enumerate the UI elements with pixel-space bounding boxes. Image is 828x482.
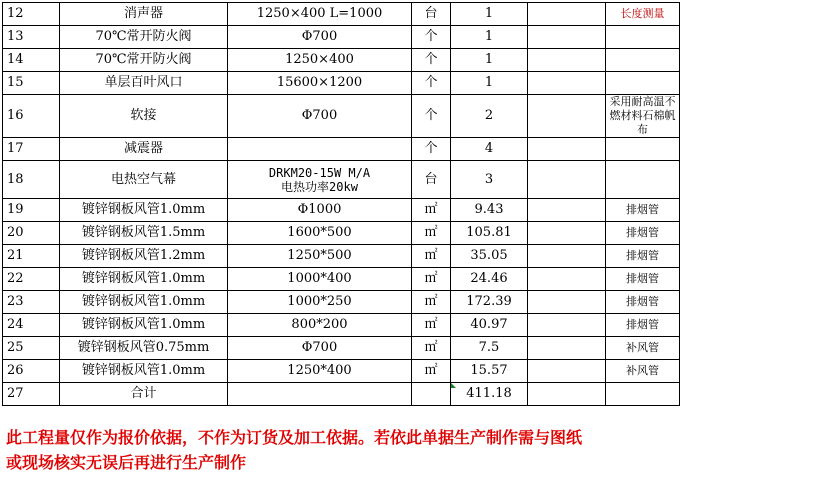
- table-row: [3, 138, 680, 161]
- spec-line-2: 电热功率20kw: [281, 179, 358, 194]
- table-body: [3, 3, 680, 406]
- cell-name[interactable]: 减震器: [60, 138, 228, 161]
- cell-blank[interactable]: [528, 72, 606, 95]
- cell-unit[interactable]: 个: [412, 26, 451, 49]
- cell-spec[interactable]: 800*200: [228, 314, 412, 337]
- disclaimer-line-2: 或现场核实无误后再进行生产制作: [6, 453, 247, 472]
- table-row: [3, 245, 680, 268]
- cell-note[interactable]: 排烟管: [606, 314, 680, 337]
- cell-note[interactable]: 补风管: [606, 337, 680, 360]
- cell-quantity[interactable]: 24.46: [451, 268, 528, 291]
- cell-comment-marker: [451, 383, 456, 388]
- table-row: [3, 314, 680, 337]
- cell-unit[interactable]: ㎡: [412, 222, 451, 245]
- cell-blank[interactable]: [528, 314, 606, 337]
- cell-unit[interactable]: [412, 383, 451, 406]
- cell-blank[interactable]: [528, 199, 606, 222]
- cell-spec[interactable]: 1250×400 L=1000: [228, 3, 412, 26]
- cell-name[interactable]: 镀锌钢板风管1.0mm: [60, 268, 228, 291]
- cell-blank[interactable]: [528, 95, 606, 138]
- cell-index[interactable]: 16: [3, 95, 60, 138]
- cell-quantity[interactable]: 172.39: [451, 291, 528, 314]
- cell-blank[interactable]: [528, 383, 606, 406]
- cell-blank[interactable]: [528, 161, 606, 199]
- cell-unit[interactable]: ㎡: [412, 337, 451, 360]
- cell-spec[interactable]: 1250*400: [228, 360, 412, 383]
- cell-unit[interactable]: 台: [412, 161, 451, 199]
- cell-blank[interactable]: [528, 3, 606, 26]
- cell-index[interactable]: 24: [3, 314, 60, 337]
- cell-blank[interactable]: [528, 291, 606, 314]
- cell-spec[interactable]: [228, 161, 412, 199]
- cell-index[interactable]: 14: [3, 49, 60, 72]
- cell-unit[interactable]: ㎡: [412, 268, 451, 291]
- table-row: [3, 26, 680, 49]
- cell-note[interactable]: [606, 383, 680, 406]
- cell-note[interactable]: 长度测量: [606, 3, 680, 26]
- cell-name[interactable]: 单层百叶风口: [60, 72, 228, 95]
- cell-index[interactable]: 15: [3, 72, 60, 95]
- disclaimer-note: [6, 425, 826, 475]
- cell-index[interactable]: 18: [3, 161, 60, 199]
- cell-note[interactable]: 排烟管: [606, 268, 680, 291]
- cell-name[interactable]: 镀锌钢板风管1.0mm: [60, 199, 228, 222]
- table-row: [3, 360, 680, 383]
- cell-name[interactable]: 消声器: [60, 3, 228, 26]
- cell-note[interactable]: [606, 72, 680, 95]
- bill-of-materials-table: [2, 2, 680, 406]
- cell-name[interactable]: 镀锌钢板风管1.2mm: [60, 245, 228, 268]
- cell-unit[interactable]: ㎡: [412, 314, 451, 337]
- cell-spec[interactable]: 1600*500: [228, 222, 412, 245]
- cell-quantity[interactable]: 1: [451, 26, 528, 49]
- cell-spec[interactable]: Φ700: [228, 337, 412, 360]
- table-row: [3, 268, 680, 291]
- cell-quantity[interactable]: 105.81: [451, 222, 528, 245]
- cell-blank[interactable]: [528, 268, 606, 291]
- cell-unit[interactable]: ㎡: [412, 360, 451, 383]
- cell-note[interactable]: [606, 26, 680, 49]
- cell-note[interactable]: 排烟管: [606, 222, 680, 245]
- cell-blank[interactable]: [528, 138, 606, 161]
- cell-spec[interactable]: 1250×400: [228, 49, 412, 72]
- cell-index[interactable]: 21: [3, 245, 60, 268]
- cell-index[interactable]: 23: [3, 291, 60, 314]
- table-row: [3, 49, 680, 72]
- cell-quantity[interactable]: 1: [451, 3, 528, 26]
- cell-name[interactable]: 电热空气幕: [60, 161, 228, 199]
- spec-line-1: DRKM20-15W M/A: [268, 165, 371, 180]
- cell-index[interactable]: 27: [3, 383, 60, 406]
- cell-quantity[interactable]: 35.05: [451, 245, 528, 268]
- cell-blank[interactable]: [528, 49, 606, 72]
- cell-unit[interactable]: ㎡: [412, 199, 451, 222]
- cell-quantity[interactable]: 1: [451, 49, 528, 72]
- cell-index[interactable]: 19: [3, 199, 60, 222]
- cell-note[interactable]: [606, 49, 680, 72]
- cell-note[interactable]: 排烟管: [606, 199, 680, 222]
- cell-unit[interactable]: 个: [412, 95, 451, 138]
- cell-name[interactable]: 镀锌钢板风管1.5mm: [60, 222, 228, 245]
- cell-quantity[interactable]: 1: [451, 72, 528, 95]
- cell-name[interactable]: 镀锌钢板风管1.0mm: [60, 360, 228, 383]
- cell-note[interactable]: 采用耐高温不燃材料石棉帆布: [606, 95, 680, 138]
- cell-name[interactable]: 合计: [60, 383, 228, 406]
- table-row: [3, 95, 680, 138]
- table-row: [3, 72, 680, 95]
- cell-index[interactable]: 26: [3, 360, 60, 383]
- cell-unit[interactable]: ㎡: [412, 291, 451, 314]
- cell-spec[interactable]: 15600×1200: [228, 72, 412, 95]
- cell-index[interactable]: 17: [3, 138, 60, 161]
- cell-blank[interactable]: [528, 360, 606, 383]
- table-row: [3, 3, 680, 26]
- cell-spec[interactable]: [228, 138, 412, 161]
- cell-name[interactable]: 镀锌钢板风管1.0mm: [60, 314, 228, 337]
- cell-unit[interactable]: 台: [412, 3, 451, 26]
- disclaimer-line-1: 此工程量仅作为报价依据，不作为订货及加工依据。若依此单据生产制作需与图纸: [6, 428, 583, 447]
- cell-quantity[interactable]: 2: [451, 95, 528, 138]
- cell-name[interactable]: 70℃常开防火阀: [60, 26, 228, 49]
- cell-note[interactable]: 排烟管: [606, 245, 680, 268]
- cell-index[interactable]: 20: [3, 222, 60, 245]
- cell-index[interactable]: 13: [3, 26, 60, 49]
- cell-index[interactable]: 12: [3, 3, 60, 26]
- cell-note[interactable]: 补风管: [606, 360, 680, 383]
- cell-unit[interactable]: 个: [412, 138, 451, 161]
- cell-quantity[interactable]: 4: [451, 138, 528, 161]
- empty-column-area: [745, 0, 828, 420]
- cell-quantity[interactable]: 411.18: [451, 383, 528, 406]
- cell-spec[interactable]: Φ1000: [228, 199, 412, 222]
- cell-spec[interactable]: Φ700: [228, 95, 412, 138]
- cell-quantity[interactable]: 7.5: [451, 337, 528, 360]
- cell-quantity[interactable]: 15.57: [451, 360, 528, 383]
- table-row: [3, 383, 680, 406]
- cell-unit[interactable]: ㎡: [412, 245, 451, 268]
- cell-blank[interactable]: [528, 337, 606, 360]
- cell-quantity[interactable]: 3: [451, 161, 528, 199]
- cell-name[interactable]: 镀锌钢板风管1.0mm: [60, 291, 228, 314]
- cell-blank[interactable]: [528, 245, 606, 268]
- cell-quantity[interactable]: 40.97: [451, 314, 528, 337]
- cell-name[interactable]: 70℃常开防火阀: [60, 49, 228, 72]
- table-row: [3, 199, 680, 222]
- cell-spec[interactable]: [228, 383, 412, 406]
- cell-index[interactable]: 25: [3, 337, 60, 360]
- cell-note[interactable]: [606, 138, 680, 161]
- cell-blank[interactable]: [528, 222, 606, 245]
- cell-note[interactable]: 排烟管: [606, 291, 680, 314]
- table-row: [3, 222, 680, 245]
- table-row: [3, 337, 680, 360]
- cell-name[interactable]: 镀锌钢板风管0.75mm: [60, 337, 228, 360]
- cell-index[interactable]: 22: [3, 268, 60, 291]
- cell-spec[interactable]: 1000*250: [228, 291, 412, 314]
- cell-quantity[interactable]: 9.43: [451, 199, 528, 222]
- table-row: [3, 291, 680, 314]
- cell-note[interactable]: [606, 161, 680, 199]
- cell-spec[interactable]: 1250*500: [228, 245, 412, 268]
- cell-unit[interactable]: 个: [412, 72, 451, 95]
- cell-unit[interactable]: 个: [412, 49, 451, 72]
- table-row: [3, 161, 680, 199]
- cell-name[interactable]: 软接: [60, 95, 228, 138]
- cell-blank[interactable]: [528, 26, 606, 49]
- cell-spec[interactable]: 1000*400: [228, 268, 412, 291]
- cell-spec[interactable]: Φ700: [228, 26, 412, 49]
